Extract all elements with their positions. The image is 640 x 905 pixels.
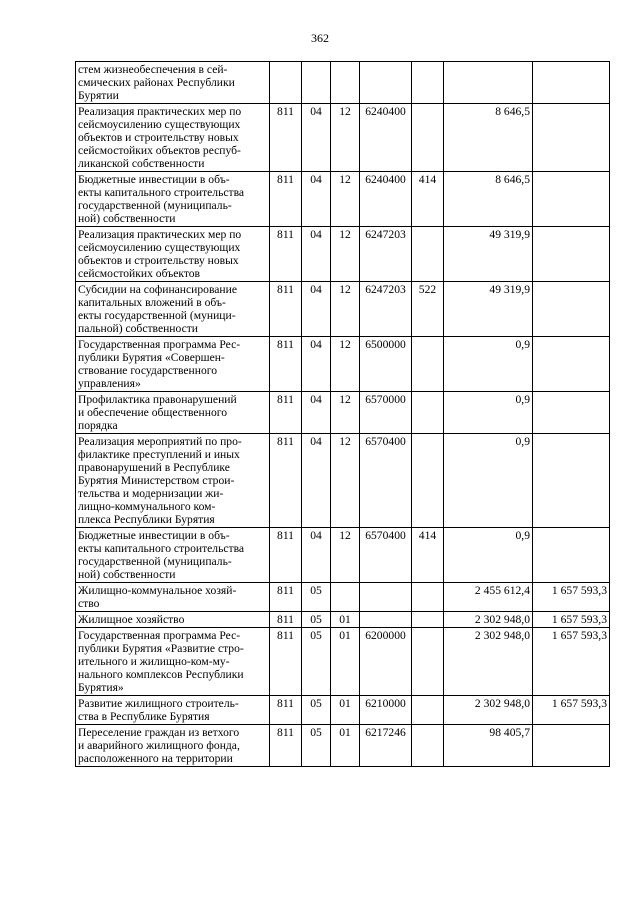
amount-2 — [533, 282, 610, 337]
amount-1: 2 455 612,4 — [444, 583, 533, 612]
ministry-code — [270, 62, 302, 104]
subsection-code: 12 — [331, 528, 360, 583]
expense-type-code — [412, 337, 444, 392]
row-name: Субсидии на софинансирование капитальных вложений в объ- екты государственной (муници- пальной) собственности — [76, 282, 270, 337]
row-name: стем жизнеобеспечения в сей- смических районах Республики Бурятии — [76, 62, 270, 104]
target-code: 6200000 — [360, 628, 412, 696]
amount-2: 1 657 593,3 — [533, 628, 610, 696]
row-name: Реализация практических мер по сейсмоусилению существующих объектов и строительству новых сейсмостойких объектов — [76, 227, 270, 282]
section-code: 04 — [302, 528, 331, 583]
target-code — [360, 583, 412, 612]
amount-1: 0,9 — [444, 392, 533, 434]
section-code: 04 — [302, 337, 331, 392]
subsection-code — [331, 62, 360, 104]
amount-2 — [533, 392, 610, 434]
amount-1: 2 302 948,0 — [444, 628, 533, 696]
subsection-code: 12 — [331, 227, 360, 282]
ministry-code: 811 — [270, 337, 302, 392]
target-code — [360, 62, 412, 104]
target-code — [360, 612, 412, 628]
amount-2 — [533, 337, 610, 392]
ministry-code: 811 — [270, 227, 302, 282]
table-row — [76, 337, 610, 392]
amount-1: 0,9 — [444, 337, 533, 392]
row-name: Государственная программа Рес- публики Бурятия «Развитие стро- ительного и жилищно-ком-му- нального комплексов Республики Бурятия» — [76, 628, 270, 696]
expense-type-code — [412, 434, 444, 528]
target-code: 6570400 — [360, 528, 412, 583]
subsection-code — [331, 583, 360, 612]
subsection-code: 01 — [331, 696, 360, 725]
section-code: 04 — [302, 392, 331, 434]
target-code: 6570400 — [360, 434, 412, 528]
target-code: 6570000 — [360, 392, 412, 434]
section-code: 04 — [302, 172, 331, 227]
ministry-code: 811 — [270, 696, 302, 725]
amount-2: 1 657 593,3 — [533, 696, 610, 725]
expense-type-code — [412, 583, 444, 612]
subsection-code: 12 — [331, 104, 360, 172]
target-code: 6240400 — [360, 172, 412, 227]
subsection-code: 12 — [331, 434, 360, 528]
ministry-code: 811 — [270, 282, 302, 337]
section-code: 05 — [302, 612, 331, 628]
row-name: Государственная программа Рес- публики Бурятия «Совершен- ствование государственного управления» — [76, 337, 270, 392]
ministry-code: 811 — [270, 612, 302, 628]
table-row — [76, 528, 610, 583]
expense-type-code — [412, 62, 444, 104]
table-row — [76, 434, 610, 528]
budget-table — [75, 61, 610, 767]
table-row — [76, 612, 610, 628]
row-name: Развитие жилищного строитель- ства в Республике Бурятия — [76, 696, 270, 725]
amount-1: 0,9 — [444, 528, 533, 583]
section-code: 04 — [302, 282, 331, 337]
subsection-code: 12 — [331, 172, 360, 227]
ministry-code: 811 — [270, 104, 302, 172]
table-row — [76, 725, 610, 767]
amount-2 — [533, 528, 610, 583]
amount-2 — [533, 227, 610, 282]
ministry-code: 811 — [270, 725, 302, 767]
subsection-code: 12 — [331, 282, 360, 337]
section-code: 05 — [302, 725, 331, 767]
row-name: Бюджетные инвестиции в объ- екты капитального строительства государственной (муниципаль- ной) собственности — [76, 172, 270, 227]
section-code: 05 — [302, 628, 331, 696]
page-number: 362 — [311, 31, 329, 45]
ministry-code: 811 — [270, 392, 302, 434]
target-code: 6247203 — [360, 282, 412, 337]
amount-2 — [533, 62, 610, 104]
target-code: 6247203 — [360, 227, 412, 282]
subsection-code: 01 — [331, 628, 360, 696]
amount-2 — [533, 104, 610, 172]
table-row — [76, 62, 610, 104]
section-code: 04 — [302, 227, 331, 282]
expense-type-code — [412, 696, 444, 725]
ministry-code: 811 — [270, 583, 302, 612]
table-row — [76, 696, 610, 725]
ministry-code: 811 — [270, 172, 302, 227]
expense-type-code — [412, 227, 444, 282]
subsection-code: 01 — [331, 612, 360, 628]
expense-type-code — [412, 392, 444, 434]
expense-type-code — [412, 628, 444, 696]
row-name: Переселение граждан из ветхого и аварийного жилищного фонда, расположенного на территории — [76, 725, 270, 767]
table-row — [76, 628, 610, 696]
amount-1: 0,9 — [444, 434, 533, 528]
target-code: 6217246 — [360, 725, 412, 767]
subsection-code: 12 — [331, 392, 360, 434]
amount-1: 8 646,5 — [444, 172, 533, 227]
subsection-code: 01 — [331, 725, 360, 767]
expense-type-code — [412, 725, 444, 767]
row-name: Профилактика правонарушений и обеспечение общественного порядка — [76, 392, 270, 434]
amount-1: 2 302 948,0 — [444, 612, 533, 628]
amount-2 — [533, 172, 610, 227]
row-name: Жилищное хозяйство — [76, 612, 270, 628]
table-row — [76, 392, 610, 434]
table-row — [76, 104, 610, 172]
ministry-code: 811 — [270, 528, 302, 583]
table-row — [76, 172, 610, 227]
table-row — [76, 227, 610, 282]
expense-type-code: 522 — [412, 282, 444, 337]
table-row — [76, 583, 610, 612]
target-code: 6240400 — [360, 104, 412, 172]
amount-1: 2 302 948,0 — [444, 696, 533, 725]
amount-2: 1 657 593,3 — [533, 612, 610, 628]
amount-2 — [533, 434, 610, 528]
row-name: Жилищно-коммунальное хозяй- ство — [76, 583, 270, 612]
expense-type-code — [412, 612, 444, 628]
amount-1: 49 319,9 — [444, 227, 533, 282]
section-code: 04 — [302, 434, 331, 528]
subsection-code: 12 — [331, 337, 360, 392]
table-row — [76, 282, 610, 337]
row-name: Реализация практических мер по сейсмоусилению существующих объектов и строительству новых сейсмостойких объектов респуб- ликанской собственности — [76, 104, 270, 172]
amount-1: 8 646,5 — [444, 104, 533, 172]
expense-type-code: 414 — [412, 172, 444, 227]
section-code: 05 — [302, 583, 331, 612]
ministry-code: 811 — [270, 434, 302, 528]
amount-1 — [444, 62, 533, 104]
expense-type-code: 414 — [412, 528, 444, 583]
amount-2: 1 657 593,3 — [533, 583, 610, 612]
row-name: Бюджетные инвестиции в объ- екты капитального строительства государственной (муниципаль- ной) собственности — [76, 528, 270, 583]
amount-1: 49 319,9 — [444, 282, 533, 337]
amount-2 — [533, 725, 610, 767]
target-code: 6210000 — [360, 696, 412, 725]
row-name: Реализация мероприятий по про- филактике преступлений и иных правонарушений в Республике Бурятия Министерством строи- тельства и модернизации жи- лищно-коммунального ком- плекса Республики Бурятия — [76, 434, 270, 528]
section-code: 05 — [302, 696, 331, 725]
section-code: 04 — [302, 104, 331, 172]
ministry-code: 811 — [270, 628, 302, 696]
target-code: 6500000 — [360, 337, 412, 392]
section-code — [302, 62, 331, 104]
amount-1: 98 405,7 — [444, 725, 533, 767]
expense-type-code — [412, 104, 444, 172]
budget-table-body — [76, 62, 610, 767]
